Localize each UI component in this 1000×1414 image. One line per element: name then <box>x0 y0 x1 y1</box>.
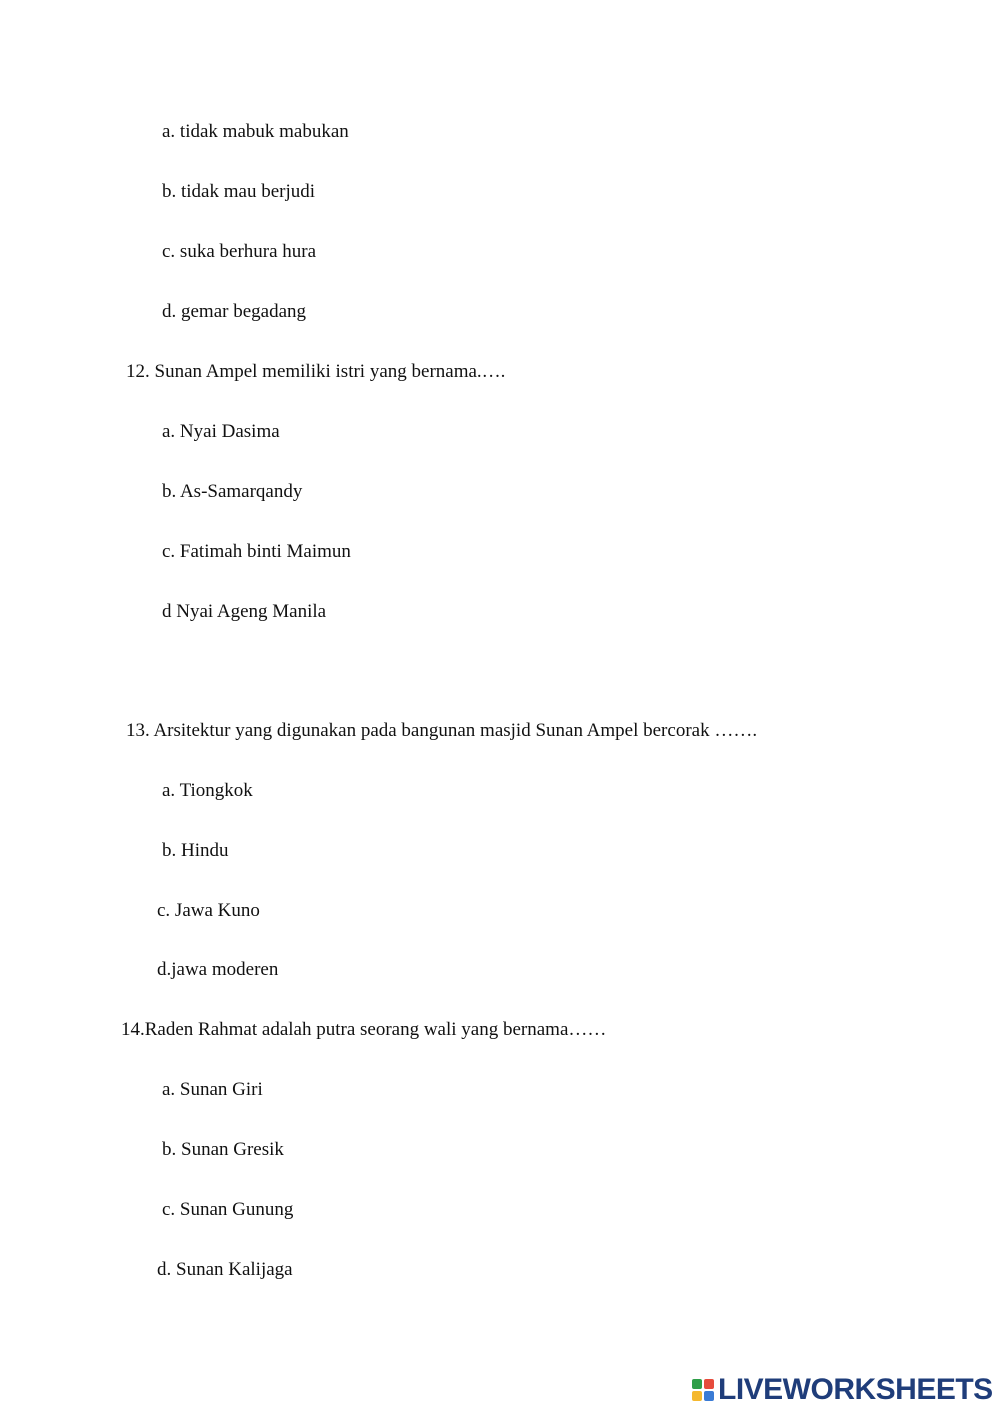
option-11a: a. tidak mabuk mabukan <box>162 121 349 142</box>
option-12c: c. Fatimah binti Maimun <box>162 541 351 562</box>
question-13: 13. Arsitektur yang digunakan pada bangunan masjid Sunan Ampel bercorak ……. <box>126 720 758 741</box>
option-13b: b. Hindu <box>162 840 229 861</box>
option-14d: d. Sunan Kalijaga <box>157 1259 293 1280</box>
option-13c: c. Jawa Kuno <box>157 900 260 921</box>
option-12b: b. As-Samarqandy <box>162 481 303 502</box>
option-14a: a. Sunan Giri <box>162 1079 263 1100</box>
liveworksheets-logo <box>692 1374 993 1406</box>
option-14c: c. Sunan Gunung <box>162 1199 294 1220</box>
option-14b: b. Sunan Gresik <box>162 1139 284 1160</box>
question-14: 14.Raden Rahmat adalah putra seorang wali yang bernama…… <box>121 1019 607 1040</box>
option-11c: c. suka berhura hura <box>162 241 317 262</box>
question-12: 12. Sunan Ampel memiliki istri yang bernama.…. <box>126 361 506 382</box>
liveworksheets-logo-icon <box>692 1379 714 1401</box>
option-13a: a. Tiongkok <box>162 780 253 801</box>
option-12d: d Nyai Ageng Manila <box>162 601 327 622</box>
option-12a: a. Nyai Dasima <box>162 421 280 442</box>
option-11b: b. tidak mau berjudi <box>162 181 316 202</box>
option-13d: d.jawa moderen <box>157 959 279 980</box>
option-11d: d. gemar begadang <box>162 301 307 322</box>
liveworksheets-logo-text: LIVEWORKSHEETS <box>718 1373 993 1406</box>
